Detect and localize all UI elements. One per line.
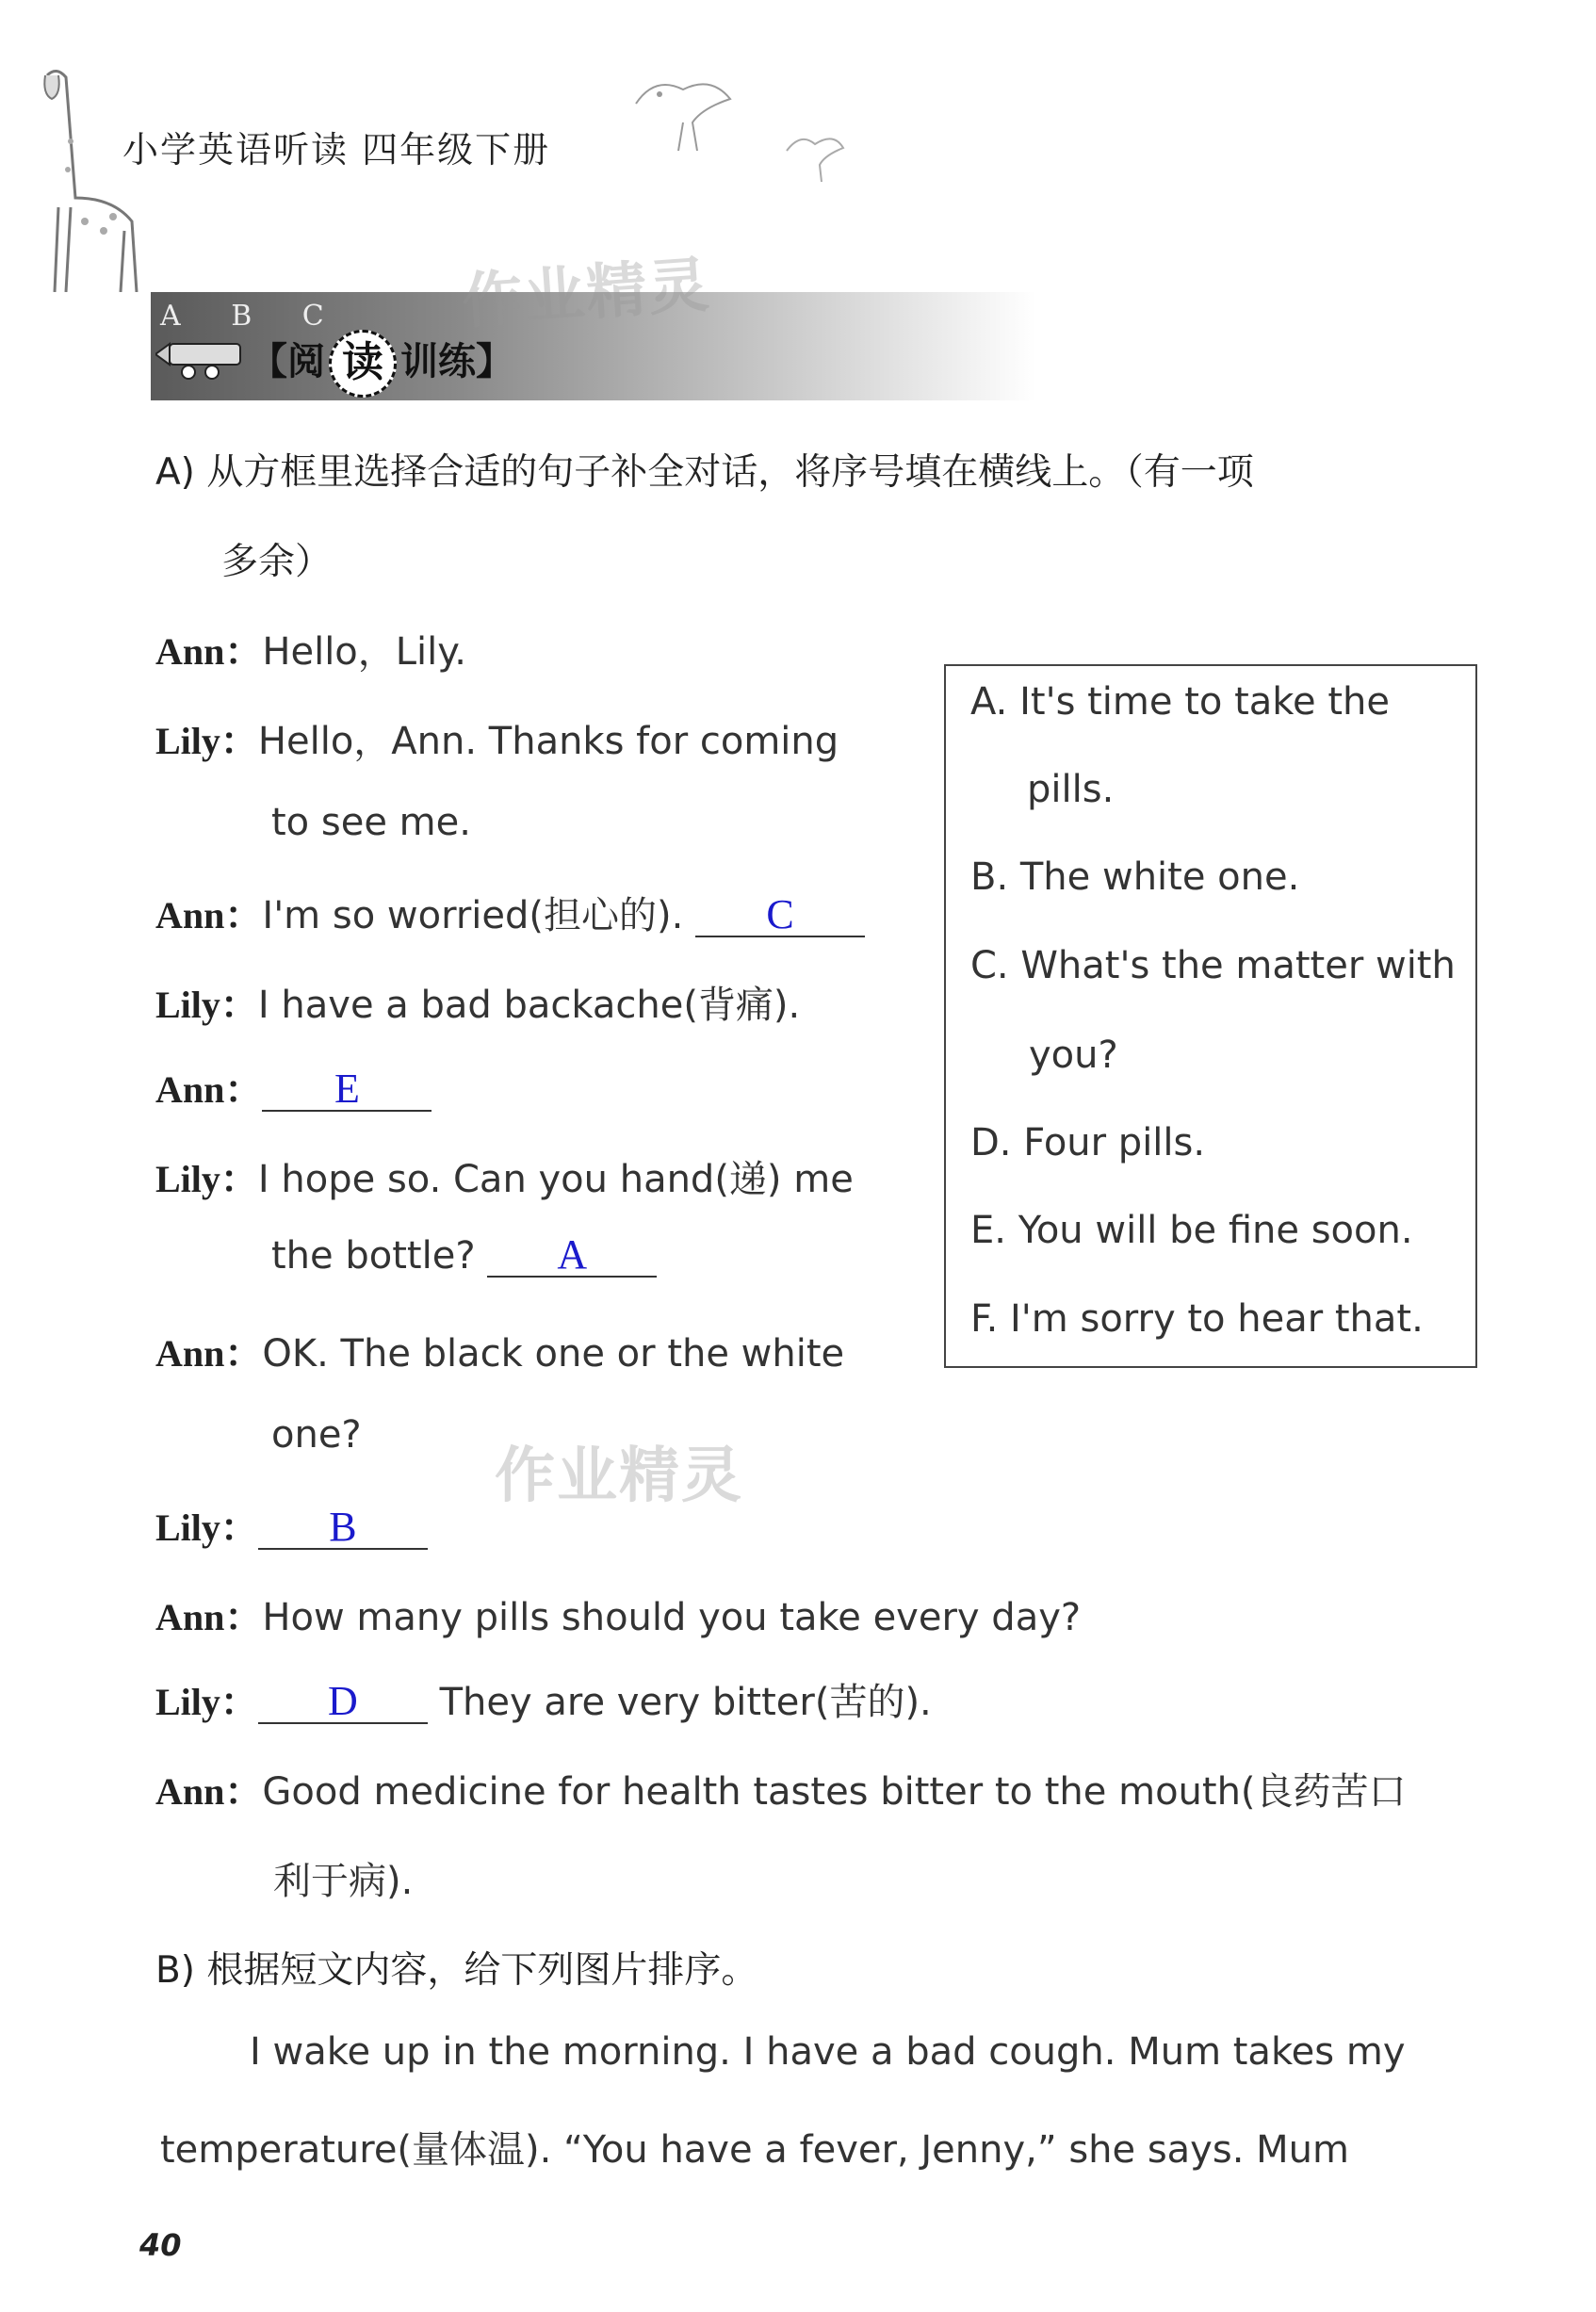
watermark: 作业精灵 [495, 1441, 743, 1511]
option-e: E. You will be fine soon. [970, 1209, 1413, 1252]
dialogue-line [155, 1587, 1081, 1641]
option-b: B. The white one. [970, 855, 1300, 899]
speaker-label: Lily： [155, 1506, 258, 1549]
speaker-label: Lily： [155, 720, 258, 762]
dialogue-line [155, 1672, 932, 1726]
dialogue-line [155, 886, 865, 939]
dialogue-line [155, 975, 800, 1029]
option-a: A. It's time to take the [970, 680, 1390, 724]
page-number: 40 [139, 2227, 182, 2263]
passage-line: temperature(量体温). “You have a fever, Jenny,” she says. Mum [160, 2128, 1349, 2172]
dialogue-text: I'm so worried(担心的). [262, 894, 696, 937]
answer-blank[interactable]: E [262, 1068, 432, 1112]
dialogue-text: Hello，Ann. Thanks for coming [257, 720, 839, 763]
speaker-label: Ann： [155, 1770, 263, 1813]
options-box [944, 664, 1477, 1368]
pencil-icon [155, 334, 250, 382]
dialogue-line [155, 1149, 854, 1203]
dialogue-line [155, 1324, 844, 1377]
dialogue-line [155, 622, 466, 676]
speaker-label: Ann： [155, 1332, 263, 1375]
option-c-cont: you? [1029, 1034, 1118, 1077]
dialogue-line [271, 801, 471, 844]
dialogue-text: How many pills should you take every day? [262, 1596, 1082, 1639]
watermark: 作业精灵 [460, 250, 713, 338]
dialogue-text: one? [271, 1413, 362, 1457]
dialogue-text: OK. The black one or the white [262, 1332, 845, 1376]
option-f: F. I'm sorry to hear that. [970, 1297, 1424, 1341]
speaker-label: Lily： [155, 1158, 258, 1200]
dialogue-text: I have a bad backache(背痛). [257, 984, 801, 1027]
small-bird-icon [782, 127, 848, 184]
dialogue-line [271, 1413, 362, 1457]
dialogue-text: I hope so. Can you hand(递) me [257, 1158, 854, 1201]
dialogue-line [155, 711, 839, 765]
dialogue-text: They are very bitter(苦的). [427, 1681, 932, 1724]
option-a-cont: pills. [1027, 768, 1115, 811]
dialogue-line [273, 1851, 413, 1905]
dialogue-text: Hello，Lily. [262, 630, 466, 674]
dialogue-text: the bottle? [271, 1234, 488, 1278]
section-b-instruction: B) 根据短文内容，给下列图片排序。 [155, 1949, 758, 1992]
answer-blank[interactable]: B [258, 1506, 428, 1550]
dialogue-line [271, 1231, 657, 1278]
dialogue-line [155, 1060, 432, 1114]
speaker-label: Ann： [155, 1068, 263, 1111]
answer-blank[interactable]: D [258, 1681, 428, 1724]
dialogue-line [155, 1762, 1407, 1815]
speaker-label: Lily： [155, 1681, 258, 1723]
answer-blank[interactable]: A [487, 1234, 657, 1278]
dialogue-text: to see me. [271, 801, 471, 844]
option-d: D. Four pills. [970, 1121, 1206, 1164]
answer-blank[interactable]: C [695, 894, 865, 937]
section-heading [250, 330, 513, 398]
banner-label-prefix: 【阅 [250, 340, 325, 383]
dialogue-text: Good medicine for health tastes bitter to the mouth(良药苦口 [262, 1770, 1407, 1814]
bird-icon [627, 66, 740, 160]
banner-letters: A B C [160, 300, 345, 333]
book-title: 小学英语听读 四年级下册 [122, 129, 551, 171]
banner-label-suffix: 训练】 [400, 340, 513, 383]
section-a-instruction-cont: 多余） [221, 541, 333, 583]
speaker-label: Ann： [155, 894, 263, 936]
banner-label-circle: 读 [329, 330, 397, 398]
dialogue-text: 利于病). [273, 1860, 414, 1903]
speaker-label: Lily： [155, 984, 258, 1026]
dialogue-line [155, 1498, 428, 1552]
giraffe-illustration [19, 57, 151, 292]
speaker-label: Ann： [155, 1596, 263, 1638]
speaker-label: Ann： [155, 630, 263, 673]
passage-line: I wake up in the morning. I have a bad cough. Mum takes my [250, 2030, 1406, 2074]
section-a-instruction: A) 从方框里选择合适的句子补全对话，将序号填在横线上。（有一项 [155, 451, 1254, 494]
option-c: C. What's the matter with [970, 944, 1456, 987]
